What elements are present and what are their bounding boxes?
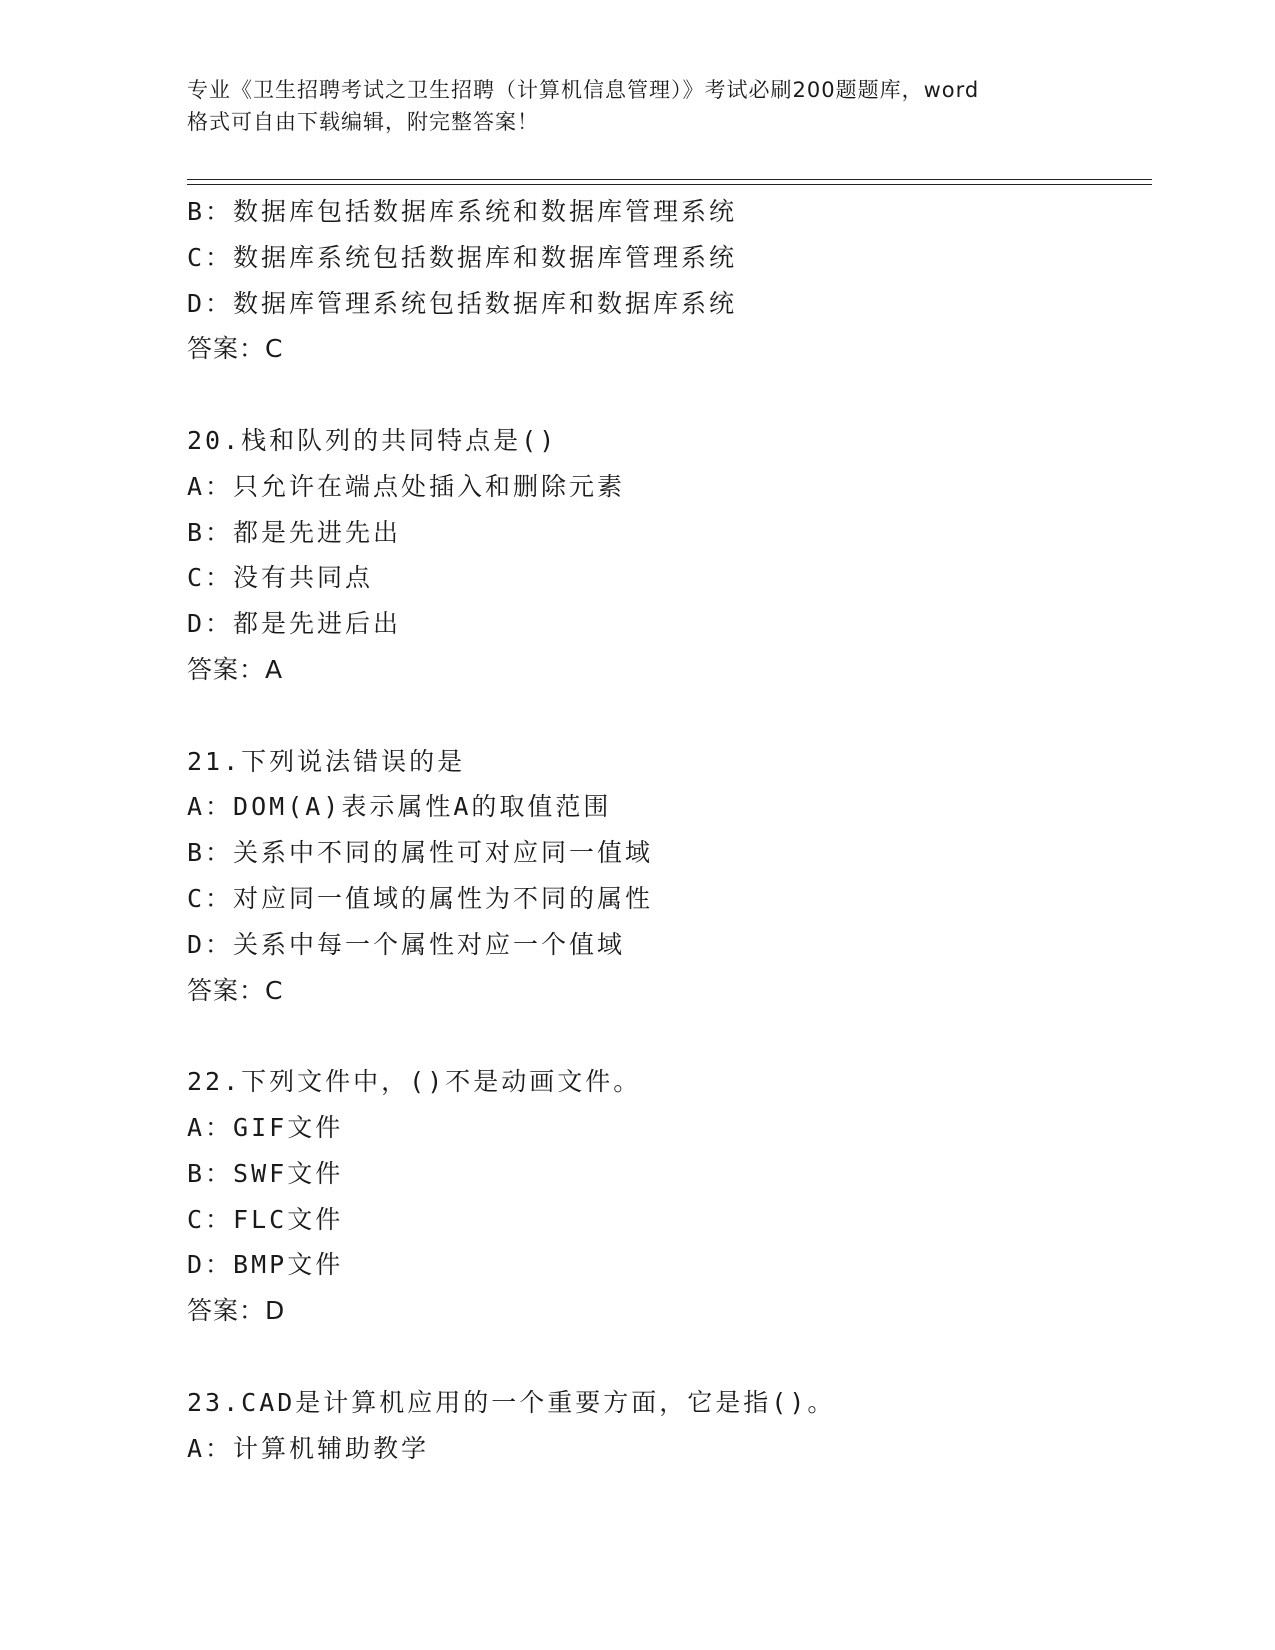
header-divider-top — [187, 179, 1152, 180]
option-b: B：都是先进先出 — [187, 517, 402, 547]
option-a: A：只允许在端点处插入和删除元素 — [187, 471, 626, 501]
document-header — [187, 74, 1087, 138]
question-text: 20.栈和队列的共同特点是() — [187, 425, 558, 455]
question-text: 21.下列说法错误的是 — [187, 746, 466, 776]
option-b: B：数据库包括数据库系统和数据库管理系统 — [187, 197, 738, 226]
question-text: 22.下列文件中，()不是动画文件。 — [187, 1067, 642, 1097]
option-c: C：数据库系统包括数据库和数据库管理系统 — [187, 242, 738, 272]
option-d: D：BMP文件 — [187, 1250, 344, 1280]
header-line-1: 专业《卫生招聘考试之卫生招聘（计算机信息管理）》考试必刷200题题库，word — [187, 78, 980, 102]
question-text: 23.CAD是计算机应用的一个重要方面，它是指()。 — [187, 1387, 836, 1417]
spacer — [187, 1334, 1152, 1380]
question-list — [187, 189, 1152, 1471]
question-19 — [187, 189, 1152, 372]
answer: 答案：C — [187, 334, 284, 364]
spacer — [187, 693, 1152, 739]
option-c: C：FLC文件 — [187, 1204, 344, 1234]
option-a: A：GIF文件 — [187, 1112, 344, 1142]
spacer — [187, 1013, 1152, 1059]
option-a: A：DOM(A)表示属性A的取值范围 — [187, 792, 612, 822]
question-23 — [187, 1380, 1152, 1472]
answer: 答案：D — [187, 1296, 286, 1326]
option-d: D：都是先进后出 — [187, 609, 402, 639]
option-b: B：SWF文件 — [187, 1158, 344, 1188]
spacer — [187, 372, 1152, 418]
answer: 答案：A — [187, 654, 284, 684]
option-c: C：没有共同点 — [187, 563, 374, 593]
answer: 答案：C — [187, 975, 284, 1005]
option-b: B：关系中不同的属性可对应同一值域 — [187, 838, 654, 868]
header-divider-bottom — [187, 184, 1152, 185]
option-a: A：计算机辅助教学 — [187, 1433, 430, 1463]
question-21 — [187, 739, 1152, 1014]
option-d: D：数据库管理系统包括数据库和数据库系统 — [187, 288, 738, 318]
option-c: C：对应同一值域的属性为不同的属性 — [187, 883, 654, 913]
option-d: D：关系中每一个属性对应一个值域 — [187, 929, 626, 959]
question-20 — [187, 418, 1152, 693]
question-22 — [187, 1059, 1152, 1334]
header-line-2: 格式可自由下载编辑，附完整答案！ — [187, 110, 539, 134]
